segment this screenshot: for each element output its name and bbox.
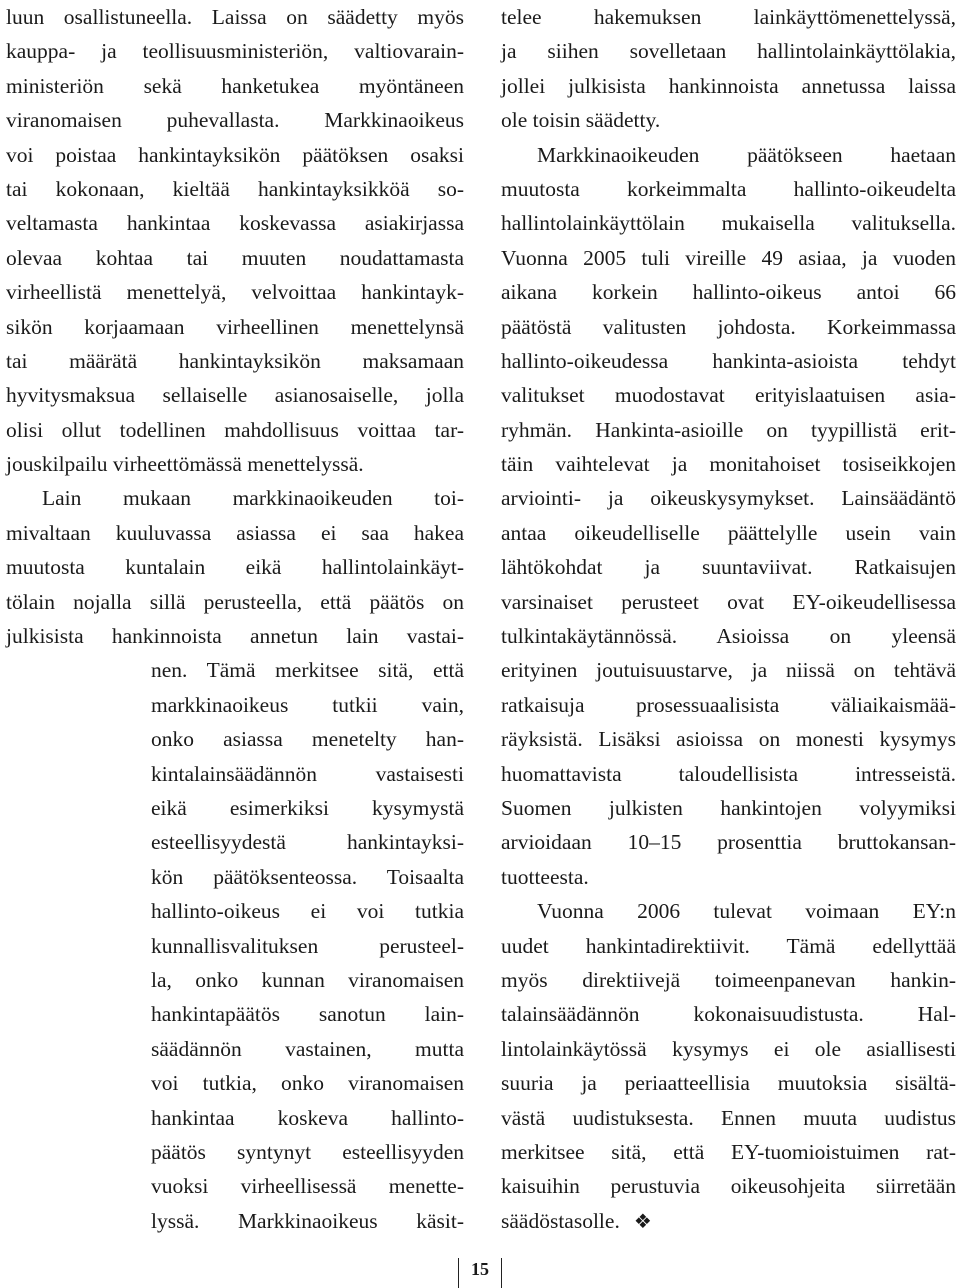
text-line: valitukset muodostavat erityislaatuisen asia-	[501, 383, 956, 408]
text-line: lähtökohdat ja suuntaviivat. Ratkaisujen	[501, 555, 956, 580]
text-line: viranomaisen puhevallasta. Markkinaoikeus	[6, 108, 464, 133]
text-line: lintolainkäytössä kysymys ei ole asiallisesti	[501, 1036, 956, 1061]
text-line: hallintolainkäyttölain mukaisella valituksella.	[501, 211, 956, 236]
text-line: västä uudistuksesta. Ennen muuta uudistus	[501, 1105, 956, 1130]
text-line: suuria ja periaatteellisia muutoksia sisältä-	[501, 1071, 956, 1096]
diamond-ornament-icon: ❖	[633, 1210, 652, 1233]
text-line: la, onko kunnan viranomaisen	[151, 967, 464, 992]
text-line: kunnallisvalituksen perusteel-	[151, 933, 464, 958]
text-line: kaisuihin perustuvia oikeusohjeita siirretään	[501, 1174, 956, 1199]
text-line: talainsäädännön kokonaisuudistusta. Hal-	[501, 1002, 956, 1027]
text-line: täin vaihtelevat ja monitahoiset tosiseikkojen	[501, 452, 956, 477]
text-line: vuoksi virheellisessä menette-	[151, 1174, 464, 1199]
text-line: jollei julkisista hankinnoista annetussa laissa	[501, 73, 956, 98]
text-line: julkisista hankinnoista annetun lain vastai-	[6, 624, 464, 649]
text-line: hankintaa koskeva hallinto-	[151, 1105, 464, 1130]
text-line: ratkaisuja prosessuaalisista väliaikaismää-	[501, 692, 956, 717]
text-line: Vuonna 2006 tulevat voimaan EY:n	[537, 899, 956, 924]
text-line: voi poistaa hankintayksikön päätöksen osaksi	[6, 142, 464, 167]
text-line: ministeriön sekä hanketukea myöntäneen	[6, 73, 464, 98]
text-line: mivaltaan kuuluvassa asiassa ei saa hakea	[6, 520, 464, 545]
text-line: veltamasta hankintaa koskevassa asiakirjassa	[6, 211, 464, 236]
text-line: tai määrätä hankintayksikön maksamaan	[6, 348, 464, 373]
text-line: arvioidaan 10–15 prosenttia bruttokansan-	[501, 830, 956, 855]
page-number	[458, 1258, 502, 1288]
page-number-text: 15	[471, 1259, 489, 1279]
text-line: kön päätöksenteossa. Toisaalta	[151, 864, 464, 889]
text-line: esteellisyydestä hankintayksi-	[151, 830, 464, 855]
text-line: tuotteesta.	[501, 864, 589, 889]
text-line: Suomen julkisten hankintojen volyymiksi	[501, 795, 956, 820]
text-line: lyssä. Markkinaoikeus käsit-	[151, 1208, 464, 1233]
text-line: eikä esimerkiksi kysymystä	[151, 795, 464, 820]
text-line: säädöstasolle. ❖	[501, 1208, 652, 1233]
text-line: hyvitysmaksua sellaiselle asianosaiselle, jolla	[6, 383, 464, 408]
text-line: Lain mukaan markkinaoikeuden toi-	[42, 486, 464, 511]
text-line: Vuonna 2005 tuli vireille 49 asiaa, ja vuoden	[501, 245, 956, 270]
text-line: ja siihen sovelletaan hallintolainkäyttölakia,	[501, 39, 956, 64]
text-line: nen. Tämä merkitsee sitä, että	[151, 658, 464, 683]
text-line: kauppa- ja teollisuusministeriön, valtiovarain-	[6, 39, 464, 64]
left-column	[6, 0, 464, 1238]
text-line: hankintapäätös sanotun lain-	[151, 1002, 464, 1027]
text-line: onko asiassa menetelty han-	[151, 727, 464, 752]
text-line: hallinto-oikeudessa hankinta-asioista tehdyt	[501, 348, 956, 373]
text-line: erityinen joutuisuustarve, ja niissä on tehtävä	[501, 658, 956, 683]
text-line: jouskilpailu virheettömässä menettelyssä.	[6, 452, 364, 477]
text-line: merkitsee sitä, että EY-tuomioistuimen rat-	[501, 1139, 956, 1164]
text-line: tölain nojalla sillä perusteella, että päätös on	[6, 589, 464, 614]
text-line: kintalainsäädännön vastaisesti	[151, 761, 464, 786]
text-line: tulkintakäytännössä. Asioissa on yleensä	[501, 624, 956, 649]
text-line: markkinaoikeus tutkii vain,	[151, 692, 464, 717]
text-line: telee hakemuksen lainkäyttömenettelyssä,	[501, 5, 956, 29]
text-line: hallinto-oikeus ei voi tutkia	[151, 899, 464, 924]
text-line: ole toisin säädetty.	[501, 108, 661, 133]
text-line: luun osallistuneella. Laissa on säädetty myös	[6, 5, 464, 29]
text-line: varsinaiset perusteet ovat EY-oikeudellisessa	[501, 589, 956, 614]
text-line: tai kokonaan, kieltää hankintayksikköä so-	[6, 176, 464, 201]
text-line: myös direktiivejä toimeenpanevan hankin-	[501, 967, 956, 992]
text-line: ryhmän. Hankinta-asioille on tyypillistä erit-	[501, 417, 956, 442]
text-line: huomattavista taloudellisista intresseistä.	[501, 761, 956, 786]
text-line: räyksistä. Lisäksi asioissa on monesti kysymys	[501, 727, 956, 752]
right-column	[501, 0, 956, 1238]
text-line: voi tutkia, onko viranomaisen	[151, 1071, 464, 1096]
text-line: olisi ollut todellinen mahdollisuus voittaa tar-	[6, 417, 464, 442]
text-line: antaa oikeudelliselle päättelylle usein vain	[501, 520, 956, 545]
text-line: sikön korjaamaan virheellinen menettelynsä	[6, 314, 464, 339]
text-line: olevaa kohtaa tai muuten noudattamasta	[6, 245, 464, 270]
text-line: muutosta kuntalain eikä hallintolainkäyt-	[6, 555, 464, 580]
text-line: Markkinaoikeuden päätökseen haetaan	[537, 142, 956, 167]
text-line: aikana korkein hallinto-oikeus antoi 66	[501, 280, 956, 305]
text-line: virheellistä menettelyä, velvoittaa hankintayk-	[6, 280, 464, 305]
text-line: päätöstä valitusten johdosta. Korkeimmassa	[501, 314, 956, 339]
text-line: uudet hankintadirektiivit. Tämä edellyttää	[501, 933, 956, 958]
text-line: muutosta korkeimmalta hallinto-oikeudelta	[501, 176, 956, 201]
text-line: päätös syntynyt esteellisyyden	[151, 1139, 464, 1164]
text-line: säädännön vastainen, mutta	[151, 1036, 464, 1061]
text-line: arviointi- ja oikeuskysymykset. Lainsäädäntö	[501, 486, 956, 511]
